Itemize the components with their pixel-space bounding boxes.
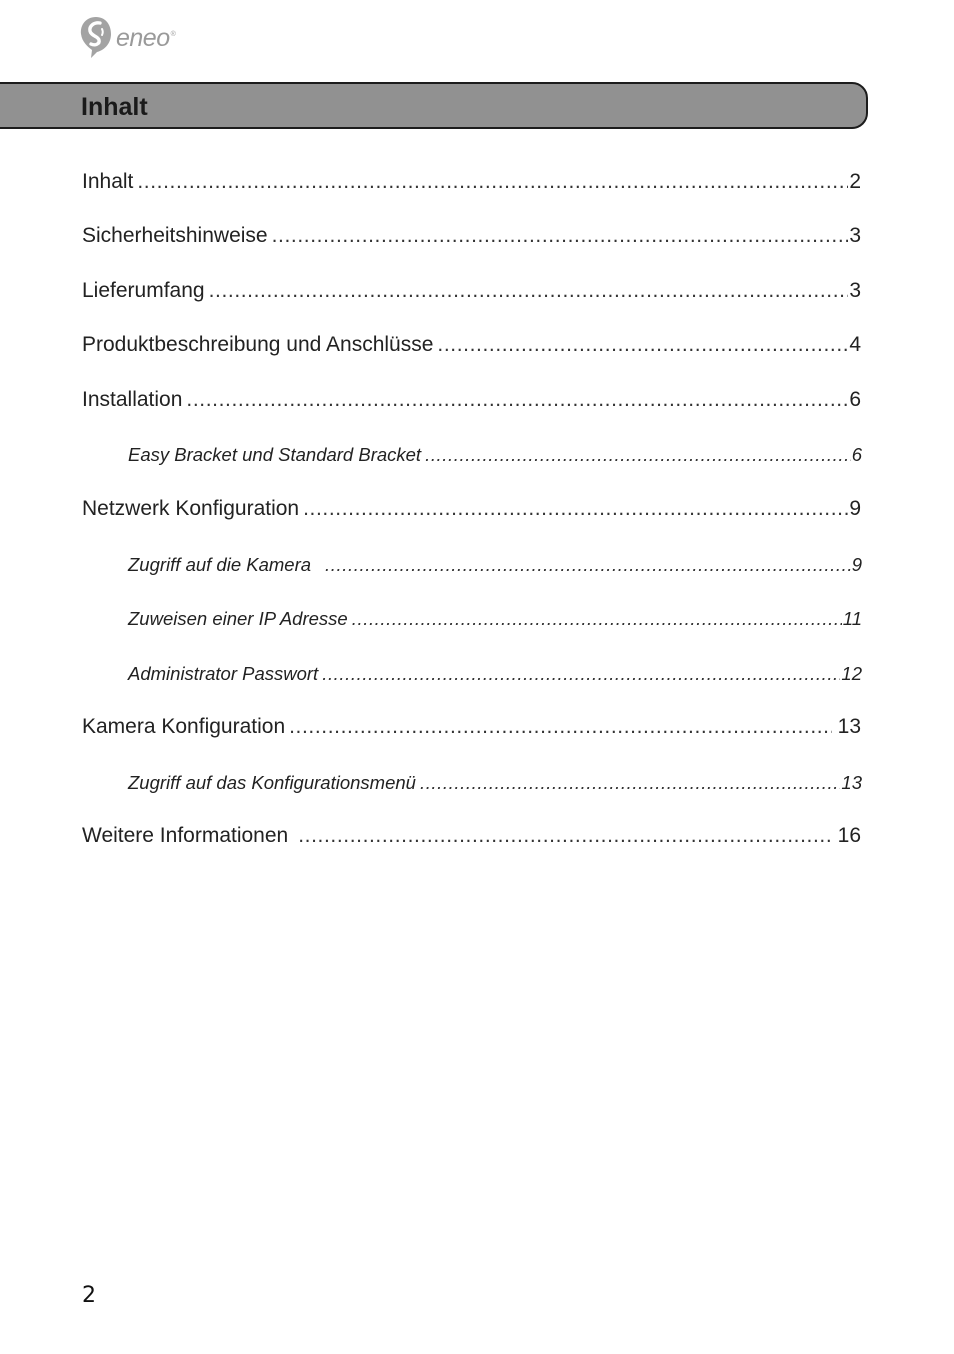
toc-entry-label: Weitere Informationen xyxy=(82,824,289,847)
toc-subentry-page: 6 xyxy=(851,444,862,465)
page-title: Inhalt xyxy=(81,93,148,121)
toc-entry[interactable] xyxy=(82,333,861,357)
toc-entry-label: Installation xyxy=(82,388,183,411)
toc-subentry[interactable] xyxy=(128,608,862,630)
logo-wordmark: eneo® xyxy=(116,23,176,52)
toc-subentry-label: Zuweisen einer IP Adresse xyxy=(128,608,348,629)
toc-entry-label: Kamera Konfiguration xyxy=(82,715,286,738)
dot-leader xyxy=(420,772,840,794)
toc-entry-page: 6 xyxy=(849,388,861,411)
dot-leader xyxy=(298,824,831,848)
eneo-logo xyxy=(78,14,175,60)
toc-subentry-page: 12 xyxy=(841,663,862,684)
toc-subentry[interactable] xyxy=(128,663,862,685)
dot-leader xyxy=(303,497,848,521)
dot-leader xyxy=(186,388,848,412)
dot-leader xyxy=(437,333,848,357)
toc-subentry-label: Easy Bracket und Standard Bracket xyxy=(128,444,422,465)
toc-entry[interactable] xyxy=(82,388,861,412)
dot-leader xyxy=(272,224,849,248)
toc-subentry-label: Administrator Passwort xyxy=(128,663,319,684)
toc-entry-page: 3 xyxy=(849,224,861,247)
dot-leader xyxy=(322,663,840,685)
toc-subentry-label: Zugriff auf die Kamera xyxy=(128,554,312,575)
dot-leader xyxy=(425,444,851,466)
toc-entry-label: Inhalt xyxy=(82,170,134,193)
dot-leader xyxy=(209,279,849,303)
toc-entry[interactable] xyxy=(82,824,861,848)
toc-entry[interactable] xyxy=(82,497,861,521)
toc-entry-label: Lieferumfang xyxy=(82,279,205,302)
toc-entry-page: 13 xyxy=(837,715,861,738)
toc-subentry[interactable] xyxy=(128,772,862,794)
toc-entry-label: Sicherheitshinweise xyxy=(82,224,268,247)
toc-entry[interactable] xyxy=(82,224,861,248)
toc-entry-page: 2 xyxy=(849,170,861,193)
toc-subentry-label: Zugriff auf das Konfigurationsmenü xyxy=(128,772,416,793)
toc-subentry[interactable] xyxy=(128,554,862,576)
toc-entry[interactable] xyxy=(82,170,861,194)
dot-leader xyxy=(325,554,851,576)
toc-entry[interactable] xyxy=(82,715,861,739)
dot-leader xyxy=(289,715,832,739)
toc-entry[interactable] xyxy=(82,279,861,303)
eneo-logo-icon xyxy=(78,15,114,59)
toc-entry-page: 9 xyxy=(849,497,861,520)
toc-subentry[interactable] xyxy=(128,444,862,466)
toc-subentry-page: 9 xyxy=(851,554,862,575)
dot-leader xyxy=(352,608,842,630)
toc-entry-label: Produktbeschreibung und Anschlüsse xyxy=(82,333,434,356)
dot-leader xyxy=(137,170,848,194)
toc-subentry-page: 11 xyxy=(842,608,862,629)
registered-icon: ® xyxy=(170,31,176,39)
toc-subentry-page: 13 xyxy=(841,772,862,793)
toc-entry-page: 16 xyxy=(837,824,861,847)
toc-entry-label: Netzwerk Konfiguration xyxy=(82,497,300,520)
toc-entry-page: 3 xyxy=(849,279,861,302)
toc-entry-page: 4 xyxy=(849,333,861,356)
page-number: 2 xyxy=(82,1283,96,1308)
